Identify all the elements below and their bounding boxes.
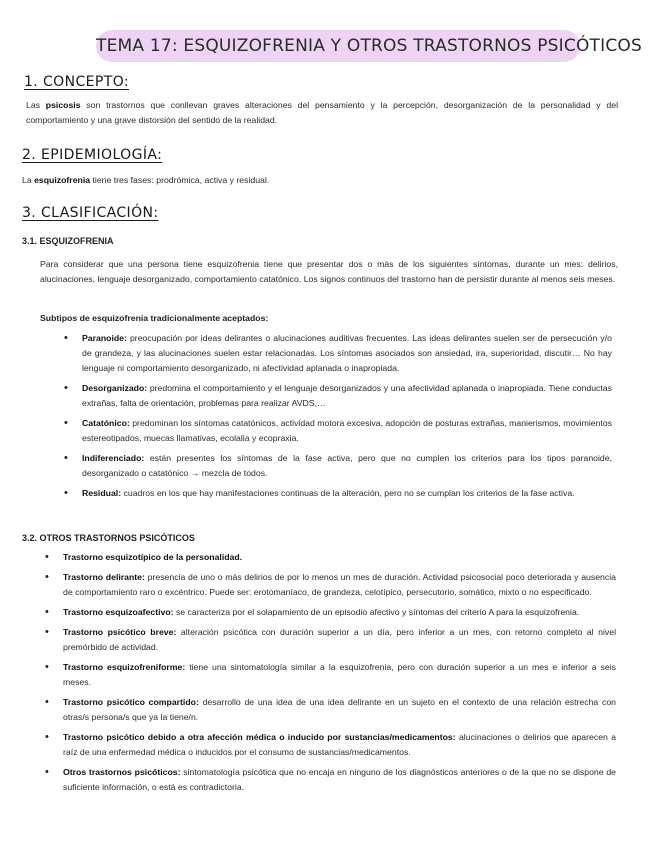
list-item: • Trastorno esquizofreniforme: tiene una sintomatología similar a la esquizofrenia, pero con duración superior a un mes e inferior a seis meses. [63,660,616,690]
list-item: • Otros trastornos psicóticos: sintomatología psicótica que no encaja en ninguno de los diagnósticos anteriores o de la que no se dispone de suficiente información, o está es contradictoria. [63,765,616,795]
list-item: • Indiferenciado: están presentes los síntomas de la fase activa, pero que no cumplen los criterios para los tipos paranoide, desorganizado o catatónico → mezcla de todos. [82,451,612,481]
concepto-paragraph: Las psicosis son trastornos que conllevan graves alteraciones del pensamiento y la percepción, desorganización de la personalidad y del comportamiento y una grave distorsión del sentido de la realidad. [26,100,619,125]
term-esquizofrenia: esquizofrenia [34,175,91,185]
heading-otros-trastornos: 3.2. OTROS TRASTORNOS PSICÓTICOS [22,533,195,543]
subtypes-list [82,331,612,501]
heading-epidemiologia: 2. EPIDEMIOLOGÍA: [22,147,163,163]
page-title: TEMA 17: ESQUIZOFRENIA Y OTROS TRASTORNOS PSICÓTICOS [96,30,580,62]
term-psicosis: psicosis [45,100,81,110]
esquizofrenia-intro: Para considerar que una persona tiene esquizofrenia tiene que presentar dos o más de los siguientes síntomas, durante un mes: delirios, alucinaciones, lenguaje desorganizado, comportamiento catatónico. Los signos continuos del trastorno han de persistir durante al menos seis meses. [40,259,618,284]
list-item: • Trastorno esquizoafectivo: se caracteriza por el solapamiento de un episodio afectivo y síntomas del criterio A para la esquizofrenia. [63,605,616,620]
epidemiologia-paragraph: La esquizofrenia tiene tres fases: prodrómica, activa y residual. [22,175,270,185]
subtypes-heading: Subtipos de esquizofrenia tradicionalmente aceptados: [40,313,269,323]
list-item: • Trastorno psicótico breve: alteración psicótica con duración superior a un día, pero inferior a un mes, con retorno completo al nivel premórbido de actividad. [63,625,616,655]
list-item: • Catatónico: predominan los síntomas catatónicos, actividad motora excesiva, adopción de posturas extrañas, manierismos, movimientos estereotipados, muecas llamativas, ecolalia y ecopraxia. [82,416,612,446]
otros-list [63,550,616,795]
list-item: • Trastorno psicótico debido a otra afección médica o inducido por sustancias/medicamentos: alucinaciones o delirios que aparecen a raíz de una enfermedad médica o inducidos por el consumo de sustancias/medicamentos. [63,730,616,760]
list-item: • Desorganizado: predomina el comportamiento y el lenguaje desorganizados y una afectividad aplanada o inapropiada. Tiene conductas extrañas, falta de orientación, problemas para realizar AVDS,… [82,381,612,411]
heading-concepto: 1. CONCEPTO: [24,74,129,90]
heading-esquizofrenia: 3.1. ESQUIZOFRENIA [22,236,114,246]
list-item: • Trastorno psicótico compartido: desarrollo de una idea de una idea delirante en un sujeto en el contexto de una relación estrecha con otras/s persona/s que ya la tiene/n. [63,695,616,725]
heading-clasificacion: 3. CLASIFICACIÓN: [22,205,159,221]
list-item: • Trastorno esquizotípico de la personalidad. [63,550,616,565]
list-item: • Paranoide: preocupación por ideas delirantes o alucinaciones auditivas frecuentes. Las ideas delirantes suelen ser de persecución y/o de grandeza, y las alucinaciones suelen estar relacionadas. Los síntomas asociados son ansiedad, ira, superioridad, discutir… No hay lenguaje ni comportamiento desorganizado, ni afectividad aplanada o inapropiada. [82,331,612,376]
list-item: • Residual: cuadros en los que hay manifestaciones continuas de la alteración, pero no se cumplan los criterios de la fase activa. [82,486,612,501]
list-item: • Trastorno delirante: presencia de uno o más delirios de por lo menos un mes de duración. Actividad psicosocial poco deteriorada y ausencia de comportamiento raro o excéntrico. Puede ser: erotomaníaco, de grandeza, celotípico, persecutorio, somático, mixto o no especificado. [63,570,616,600]
